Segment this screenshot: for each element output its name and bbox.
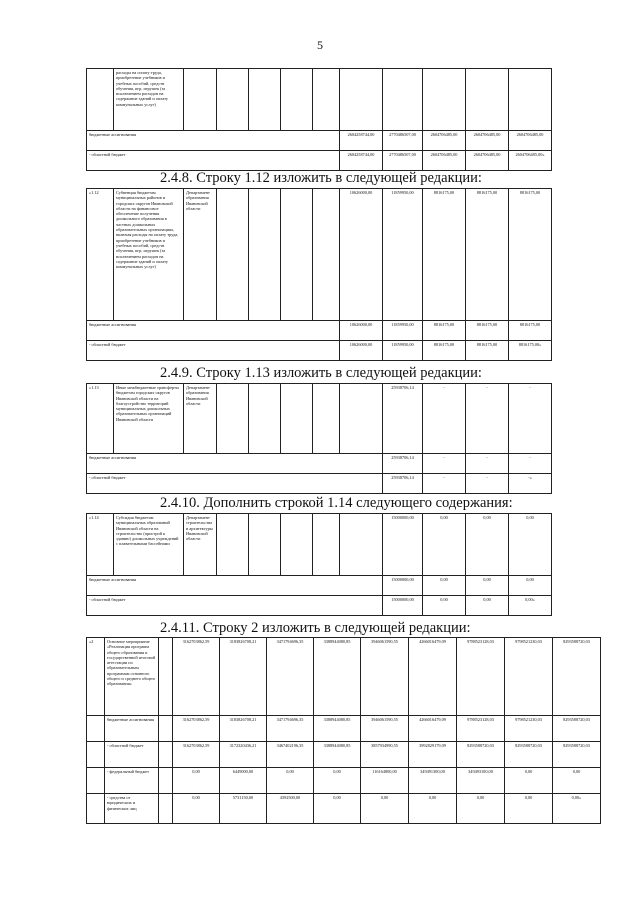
- value-cell: 2604706485,00: [466, 131, 509, 151]
- value-cell: 9788523128,03: [457, 638, 505, 716]
- measure-description: Субсидия бюджетам муниципальных образований Ивановской области на строительство (пристрой к зданию) дошкольных учреждений с плавательными бассейнами: [114, 514, 184, 576]
- value-cell: 15000000,00: [383, 514, 423, 576]
- value-cell: 15000000,00: [383, 576, 423, 596]
- value-cell: 0,00: [314, 768, 361, 794]
- value-cell: 25938706,14: [383, 384, 423, 454]
- value-cell: -: [466, 474, 509, 494]
- row-label: - областной бюджет: [87, 474, 383, 494]
- value-cell: 8293588720,03: [553, 638, 601, 716]
- value-cell: -: [466, 384, 509, 454]
- executor: Департамент образования Ивановской области: [184, 384, 217, 454]
- value-cell: -: [423, 474, 466, 494]
- value-cell: 3992829179,09: [409, 742, 457, 768]
- value-cell: 8816175,00: [423, 189, 466, 321]
- value-cell: 349493100,00: [457, 768, 505, 794]
- row-code: «1.12: [87, 189, 114, 321]
- value-cell: 3857934990,55: [361, 742, 409, 768]
- value-cell: 6449000,00: [220, 768, 267, 794]
- value-cell: -: [509, 454, 552, 474]
- value-cell: 3162703862,59: [173, 742, 220, 768]
- value-cell: 4266016479,09: [409, 716, 457, 742]
- section-heading: 2.4.8. Строку 1.12 изложить в следующей редакции:: [160, 170, 482, 186]
- value-cell: -: [509, 384, 552, 454]
- value-cell: 349491300,00: [409, 768, 457, 794]
- value-cell: 25938706,14: [383, 474, 423, 494]
- table-row: [87, 768, 601, 794]
- value-cell: -: [423, 384, 466, 454]
- value-cell: 15000000,00: [383, 596, 423, 616]
- table-row-1-13: [86, 383, 552, 494]
- value-cell: 10626000,00: [340, 341, 383, 361]
- value-cell: 9788523128,03: [457, 716, 505, 742]
- value-cell: 2770486507,00: [383, 131, 423, 151]
- value-cell: 0,00: [267, 768, 314, 794]
- row-label: бюджетные ассигнования: [105, 716, 159, 742]
- section-heading: 2.4.9. Строку 1.13 изложить в следующей редакции:: [160, 365, 482, 381]
- value-cell: 2604706485,00»: [509, 151, 552, 171]
- row-label: - областной бюджет: [87, 596, 383, 616]
- table-row: [87, 321, 552, 341]
- value-cell: 3388944080,85: [314, 716, 361, 742]
- value-cell: 2604258744,00: [340, 131, 383, 151]
- table-row: [87, 131, 552, 151]
- value-cell: 0,00: [173, 794, 220, 824]
- value-cell: 116164800,00: [361, 768, 409, 794]
- value-cell: 10626000,00: [340, 189, 383, 321]
- value-cell: 10626000,00: [340, 321, 383, 341]
- value-cell: 9798521230,03: [505, 638, 553, 716]
- value-cell: 3946061590,55: [361, 638, 409, 716]
- value-cell: 0,00: [173, 768, 220, 794]
- value-cell: 3467402196,35: [267, 742, 314, 768]
- measure-description: расходы на оплату труда, приобретение учебников и учебных пособий, средств обучения, игр, игрушек (за исключением расходов на содержание зданий и оплату коммунальных услуг): [114, 69, 184, 131]
- value-cell: 0,00: [466, 514, 509, 576]
- value-cell: -»: [509, 474, 552, 494]
- value-cell: 3946061590,55: [361, 716, 409, 742]
- row-label: бюджетные ассигнования: [87, 321, 340, 341]
- value-cell: 3183826708,21: [220, 638, 267, 716]
- value-cell: 4266016479,09: [409, 638, 457, 716]
- value-cell: 0,00: [314, 794, 361, 824]
- value-cell: 2604706485,00: [466, 151, 509, 171]
- measure-description: Субвенция бюджетам муниципальных районов и городских округов Ивановской области на финансовое обеспечение получения дошкольного образования в частных дошкольных образовательных организациях, включая расходы на оплату труда, приобретение учебников и учебных пособий, средств обучения, игр, игрушек (за исключением расходов на содержание зданий и оплату коммунальных услуг): [114, 189, 184, 321]
- value-cell: 8816175,00: [466, 341, 509, 361]
- table-continuation: [86, 68, 552, 171]
- measure-description: Основное мероприятие «Реализация программ общего образования и государственной итоговой аттестации по образовательным программам основного общего и среднего общего образования»: [105, 638, 159, 716]
- table-row: [87, 151, 552, 171]
- measure-description: Иные межбюджетные трансферты бюджетам городских округов Ивановской области на благоустройство территорий муниципальных дошкольных образовательных организаций Ивановской области: [114, 384, 184, 454]
- value-cell: 0,00: [457, 794, 505, 824]
- table-row: [87, 794, 601, 824]
- table-row: [87, 341, 552, 361]
- row-code: «2: [87, 638, 105, 716]
- value-cell: 11859950,00: [383, 189, 423, 321]
- row-label: - областной бюджет: [87, 151, 340, 171]
- value-cell: 5731150,00: [220, 794, 267, 824]
- table-row: [87, 716, 601, 742]
- value-cell: 8293588720,03: [457, 742, 505, 768]
- table-row-1-14: [86, 513, 552, 616]
- value-cell: 0,00: [505, 794, 553, 824]
- value-cell: 8816175,00: [466, 321, 509, 341]
- value-cell: 11859950,00: [383, 341, 423, 361]
- value-cell: 3471794696,35: [267, 638, 314, 716]
- table-row: [87, 474, 552, 494]
- value-cell: 0,00: [553, 768, 601, 794]
- value-cell: -: [423, 454, 466, 474]
- value-cell: 3172320436,21: [220, 742, 267, 768]
- value-cell: 2770486507,00: [383, 151, 423, 171]
- row-code: «1.13: [87, 384, 114, 454]
- value-cell: 0,00: [505, 768, 553, 794]
- value-cell: 0,00: [409, 794, 457, 824]
- row-label: бюджетные ассигнования: [87, 576, 383, 596]
- value-cell: 8816175,00: [466, 189, 509, 321]
- value-cell: 0,00: [466, 576, 509, 596]
- table-row-1-12: [86, 188, 552, 361]
- value-cell: 8293588720,03: [505, 742, 553, 768]
- executor: Департамент образования Ивановской области: [184, 189, 217, 321]
- value-cell: 8816175,00: [423, 321, 466, 341]
- value-cell: 3388944080,85: [314, 742, 361, 768]
- value-cell: 3388944080,85: [314, 638, 361, 716]
- value-cell: 3183826708,21: [220, 716, 267, 742]
- value-cell: 0,00: [466, 596, 509, 616]
- row-code: «1.14: [87, 514, 114, 576]
- value-cell: 3162703862,59: [173, 638, 220, 716]
- value-cell: 8816175,00: [509, 189, 552, 321]
- value-cell: 8293588720,03: [553, 742, 601, 768]
- value-cell: 0,00: [361, 794, 409, 824]
- value-cell: 2604706485,00: [423, 151, 466, 171]
- row-label: - областной бюджет: [87, 341, 340, 361]
- value-cell: 0,00: [509, 514, 552, 576]
- value-cell: 0,00: [423, 514, 466, 576]
- row-label: - областной бюджет: [105, 742, 159, 768]
- row-label: бюджетные ассигнования: [87, 454, 383, 474]
- table-row-2: [86, 637, 601, 824]
- table-row: [87, 576, 552, 596]
- value-cell: 11859950,00: [383, 321, 423, 341]
- value-cell: 25938706,14: [383, 454, 423, 474]
- value-cell: 0,00»: [509, 596, 552, 616]
- section-heading: 2.4.10. Дополнить строкой 1.14 следующего содержания:: [160, 495, 513, 511]
- value-cell: 9798521230,03: [505, 716, 553, 742]
- table-row: [87, 596, 552, 616]
- value-cell: 8816175,00: [509, 321, 552, 341]
- value-cell: 0,00: [423, 576, 466, 596]
- value-cell: 3471794696,35: [267, 716, 314, 742]
- value-cell: 0,00»: [553, 794, 601, 824]
- value-cell: 8816175,00»: [509, 341, 552, 361]
- value-cell: 2604258744,00: [340, 151, 383, 171]
- value-cell: 8816175,00: [423, 341, 466, 361]
- row-label: бюджетные ассигнования: [87, 131, 340, 151]
- value-cell: 8293588720,03: [553, 716, 601, 742]
- value-cell: 3162703862,59: [173, 716, 220, 742]
- table-row: [87, 742, 601, 768]
- value-cell: 0,00: [423, 596, 466, 616]
- value-cell: 2604706485,00: [423, 131, 466, 151]
- table-row: [87, 454, 552, 474]
- value-cell: 4392500,00: [267, 794, 314, 824]
- row-label: - средства от юридических и физических лиц: [105, 794, 159, 824]
- page-number: 5: [317, 38, 323, 52]
- value-cell: -: [466, 454, 509, 474]
- value-cell: 2604706485,00: [509, 131, 552, 151]
- section-heading: 2.4.11. Строку 2 изложить в следующей редакции:: [160, 620, 471, 636]
- row-label: - федеральный бюджет: [105, 768, 159, 794]
- executor: Департамент строительства и архитектуры Ивановской области: [184, 514, 217, 576]
- value-cell: 0,00: [509, 576, 552, 596]
